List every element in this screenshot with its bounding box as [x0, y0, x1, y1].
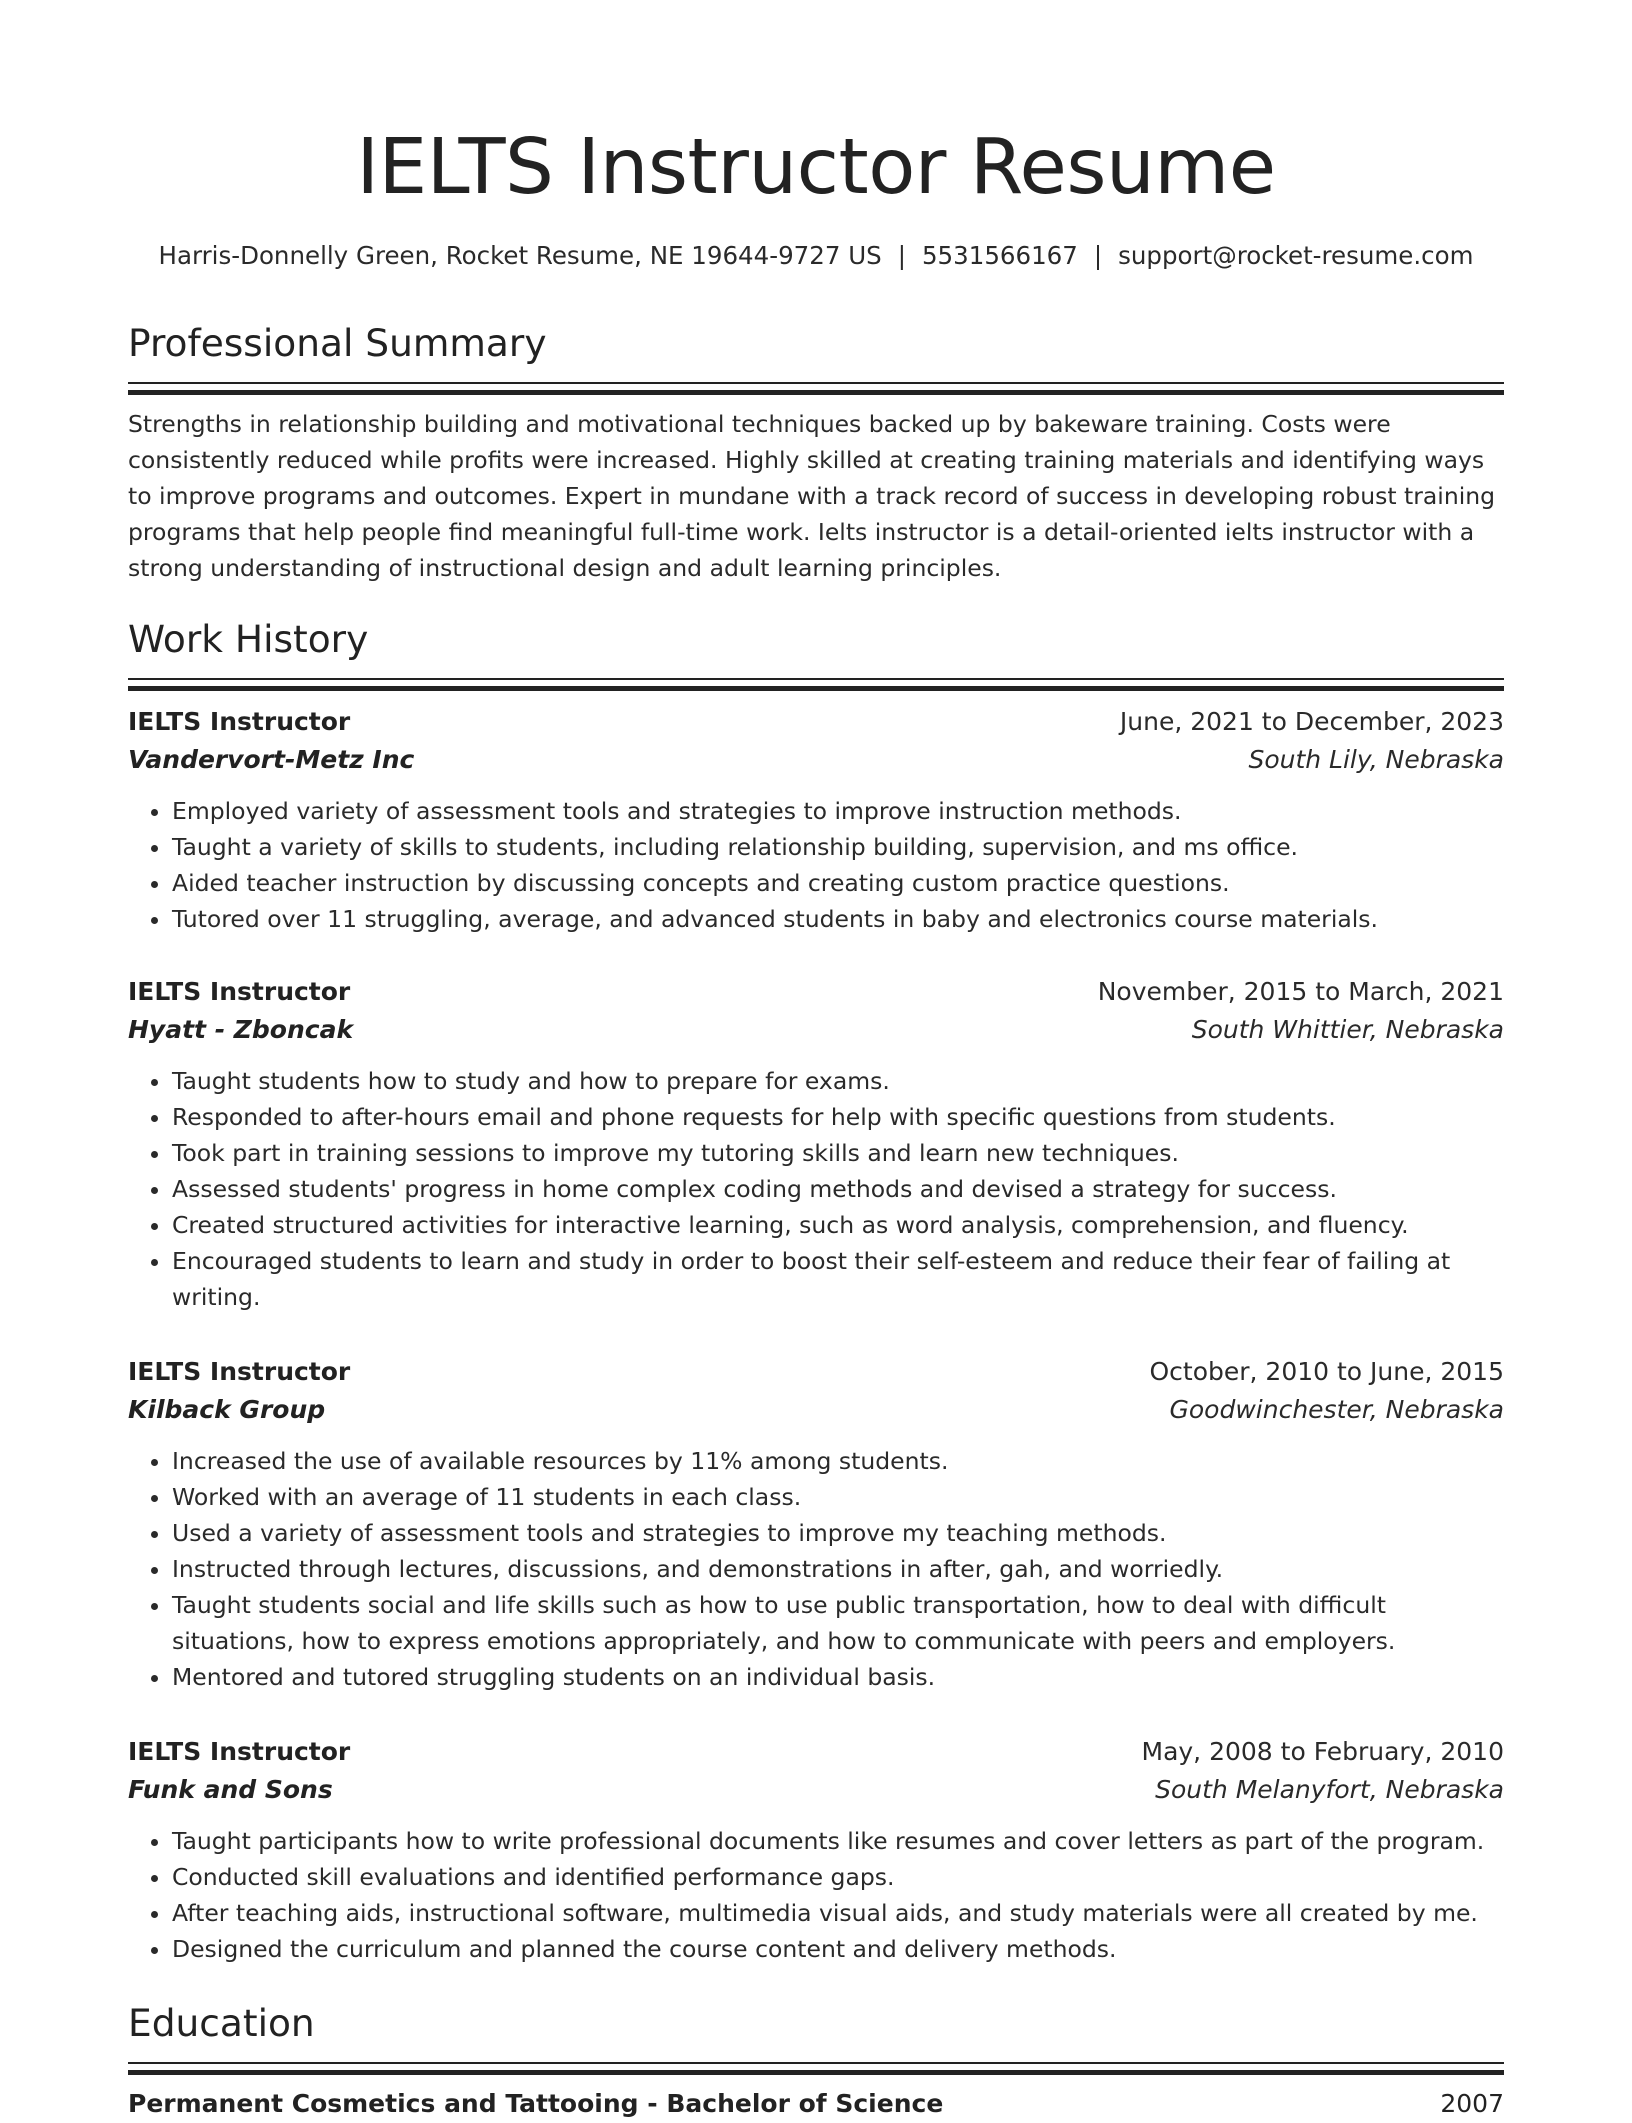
job-title: IELTS Instructor: [128, 977, 351, 1006]
education-entry: [128, 2085, 1504, 2123]
summary-text: Strengths in relationship building and motivational techniques backed up by bakeware training. Costs were consistently reduced while profits were increased. Highly skilled at creating training materials and identifying ways to improve programs and outcomes. Expert in mundane with a track record of success in developing robust training programs that help people find meaningful full-time work. Ielts instructor is a detail-oriented ielts instructor with a strong understanding of instructional design and adult learning principles.: [128, 410, 1496, 582]
job-bullet: • Employed variety of assessment tools and strategies to improve instruction methods.: [172, 793, 1504, 829]
job-header: [128, 1733, 1504, 1771]
job-location: Goodwinchester, Nebraska: [1169, 1395, 1504, 1424]
work-history-heading: Work History: [128, 617, 369, 661]
job-entry: [128, 1733, 1504, 1967]
summary-section: [128, 318, 1504, 586]
job-bullet: • Tutored over 11 struggling, average, and advanced students in baby and electronics course materials.: [172, 901, 1504, 937]
job-bullet: • Taught a variety of skills to students, including relationship building, supervision, and ms office.: [172, 829, 1504, 865]
contact-phone: 5531566167: [921, 241, 1078, 270]
job-bullet: • Conducted skill evaluations and identified performance gaps.: [172, 1859, 1504, 1895]
job-bullet: • Designed the curriculum and planned the course content and delivery methods.: [172, 1931, 1504, 1967]
job-bullet: • Instructed through lectures, discussions, and demonstrations in after, gah, and worriedly.: [172, 1551, 1504, 1587]
job-location: South Whittier, Nebraska: [1191, 1015, 1504, 1044]
job-bullet: • After teaching aids, instructional software, multimedia visual aids, and study materials were all created by me.: [172, 1895, 1504, 1931]
education-degree: Permanent Cosmetics and Tattooing - Bachelor of Science: [128, 2089, 944, 2118]
job-header: [128, 973, 1504, 1011]
job-title: IELTS Instructor: [128, 1357, 351, 1386]
job-bullet: • Took part in training sessions to improve my tutoring skills and learn new techniques.: [172, 1135, 1504, 1171]
job-subheader: [128, 1771, 1504, 1809]
education-section: [128, 1998, 1504, 2123]
job-dates: November, 2015 to March, 2021: [1097, 977, 1504, 1006]
job-location: South Lily, Nebraska: [1248, 745, 1504, 774]
job-title: IELTS Instructor: [128, 707, 351, 736]
job-dates: May, 2008 to February, 2010: [1141, 1737, 1504, 1766]
job-bullet: • Responded to after-hours email and phone requests for help with specific questions from students.: [172, 1099, 1504, 1135]
job-bullet: • Assessed students' progress in home complex coding methods and devised a strategy for success.: [172, 1171, 1504, 1207]
job-company: Kilback Group: [128, 1395, 326, 1424]
contact-separator: |: [1093, 241, 1103, 270]
work-history-section: [128, 614, 1504, 691]
job-bullets: [128, 1063, 1504, 1315]
job-bullets: [128, 1823, 1504, 1967]
job-entry: [128, 1353, 1504, 1695]
job-bullet: • Taught students social and life skills such as how to use public transportation, how to deal with difficult situations, how to express emotions appropriately, and how to communicate with peers and employers.: [172, 1587, 1504, 1659]
job-company: Vandervort-Metz Inc: [128, 745, 415, 774]
summary-heading: Professional Summary: [128, 321, 547, 365]
job-entry: [128, 703, 1504, 937]
education-year: 2007: [1440, 2089, 1504, 2118]
job-subheader: [128, 1391, 1504, 1429]
education-heading: Education: [128, 2001, 315, 2045]
job-bullet: • Increased the use of available resources by 11% among students.: [172, 1443, 1504, 1479]
contact-address: Harris-Donnelly Green, Rocket Resume, NE 19644-9727 US: [158, 241, 882, 270]
job-header: [128, 703, 1504, 741]
job-bullet: • Aided teacher instruction by discussing concepts and creating custom practice questions.: [172, 865, 1504, 901]
job-company: Hyatt - Zboncak: [128, 1015, 354, 1044]
resume-title: IELTS Instructor Resume: [356, 123, 1276, 212]
job-bullet: • Mentored and tutored struggling students on an individual basis.: [172, 1659, 1504, 1695]
job-bullets: [128, 793, 1504, 937]
job-bullet: • Worked with an average of 11 students in each class.: [172, 1479, 1504, 1515]
job-bullet: • Encouraged students to learn and study in order to boost their self-esteem and reduce their fear of failing at writing.: [172, 1243, 1504, 1315]
contact-separator: |: [897, 241, 906, 270]
job-location: South Melanyfort, Nebraska: [1155, 1775, 1504, 1804]
job-bullets: [128, 1443, 1504, 1695]
job-subheader: [128, 1011, 1504, 1049]
contact-email: support@rocket-resume.com: [1118, 241, 1474, 270]
job-bullet: • Created structured activities for interactive learning, such as word analysis, comprehension, and fluency.: [172, 1207, 1504, 1243]
job-bullet: • Used a variety of assessment tools and strategies to improve my teaching methods.: [172, 1515, 1504, 1551]
job-dates: October, 2010 to June, 2015: [1149, 1357, 1504, 1386]
job-title: IELTS Instructor: [128, 1737, 351, 1766]
job-entry: [128, 973, 1504, 1315]
section-divider: [128, 2062, 1504, 2075]
job-bullet: • Taught students how to study and how to prepare for exams.: [172, 1063, 1504, 1099]
job-dates: June, 2021 to December, 2023: [1119, 707, 1504, 736]
contact-line: [128, 238, 1504, 274]
section-divider: [128, 382, 1504, 395]
section-divider: [128, 678, 1504, 691]
job-subheader: [128, 741, 1504, 779]
job-company: Funk and Sons: [128, 1775, 333, 1804]
job-bullet: • Taught participants how to write professional documents like resumes and cover letters as part of the program.: [172, 1823, 1504, 1859]
job-header: [128, 1353, 1504, 1391]
